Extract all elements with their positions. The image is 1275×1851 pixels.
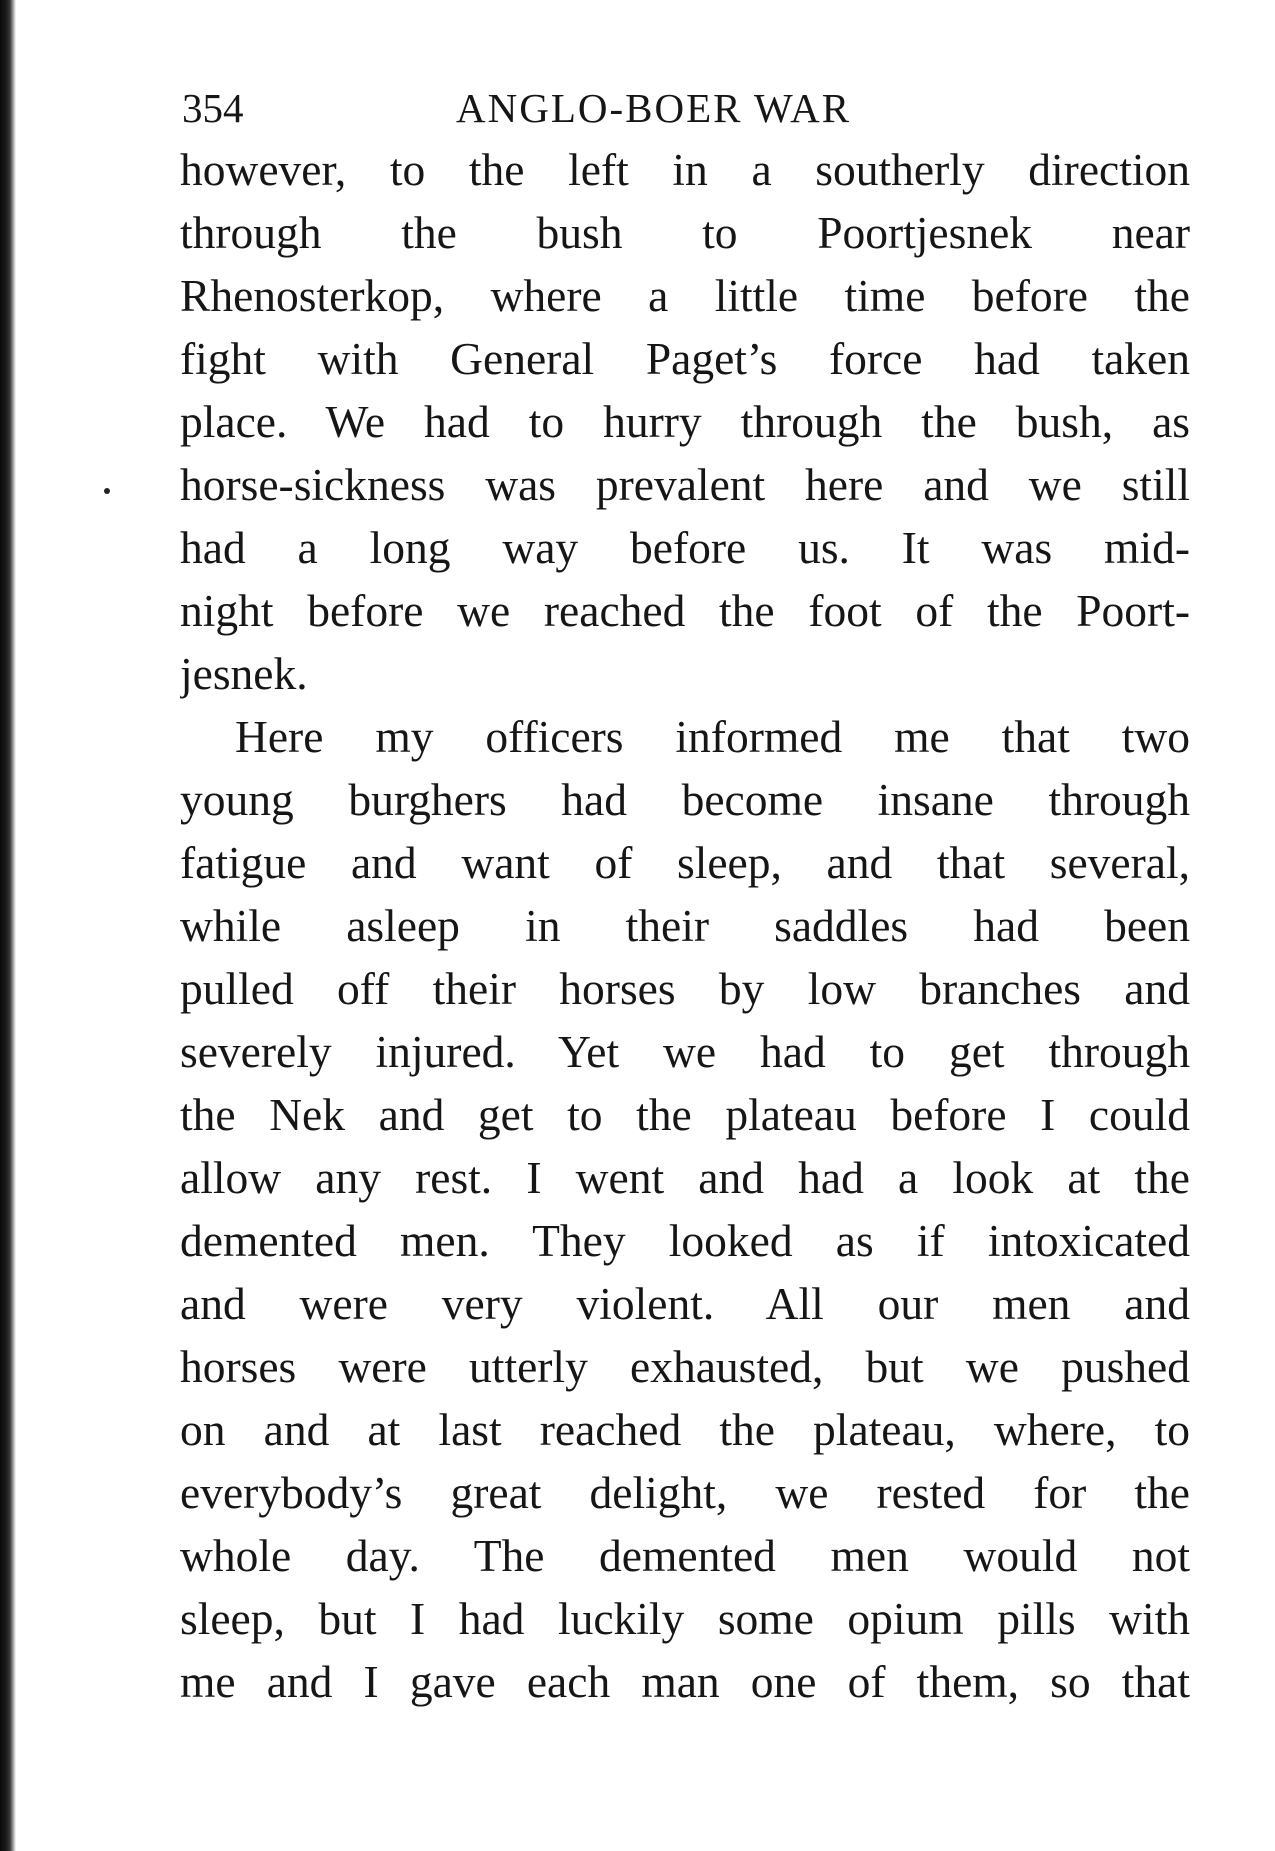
book-page: [180, 78, 1190, 1713]
text-line: allow any rest. I went and had a look at the: [180, 1152, 1190, 1203]
text-line: night before we reached the foot of the Poort-: [180, 585, 1190, 636]
text-line: severely injured. Yet we had to get through: [180, 1026, 1190, 1077]
stray-ink-mark: [104, 488, 110, 494]
text-line: place. We had to hurry through the bush, as: [180, 396, 1190, 447]
text-line: Rhenosterkop, where a little time before the: [180, 270, 1190, 321]
text-line: jesnek.: [180, 648, 308, 699]
page-number: 354: [182, 85, 244, 131]
text-line: on and at last reached the plateau, where, to: [180, 1404, 1190, 1455]
running-head: [180, 78, 1190, 138]
text-line: and were very violent. All our men and: [180, 1278, 1190, 1329]
running-title: ANGLO-BOER WAR: [456, 85, 852, 131]
text-line: demented men. They looked as if intoxicated: [180, 1215, 1190, 1266]
text-line: Here my officers informed me that two: [235, 711, 1190, 762]
text-line: the Nek and get to the plateau before I could: [180, 1089, 1190, 1140]
text-line: pulled off their horses by low branches and: [180, 963, 1190, 1014]
text-line: however, to the left in a southerly direction: [180, 144, 1190, 195]
text-line: fatigue and want of sleep, and that several,: [180, 837, 1190, 888]
text-line: young burghers had become insane through: [180, 774, 1190, 825]
paragraph-2: [180, 705, 1190, 1713]
book-binding-edge: [0, 0, 16, 1851]
text-line: horses were utterly exhausted, but we pushed: [180, 1341, 1190, 1392]
text-line: sleep, but I had luckily some opium pills with: [180, 1593, 1190, 1644]
paragraph-1: [180, 138, 1190, 705]
text-line: had a long way before us. It was mid-: [180, 522, 1190, 573]
text-line: while asleep in their saddles had been: [180, 900, 1190, 951]
text-line: through the bush to Poortjesnek near: [180, 207, 1190, 258]
text-line: fight with General Paget’s force had taken: [180, 333, 1190, 384]
text-line: whole day. The demented men would not: [180, 1530, 1190, 1581]
text-line: horse-sickness was prevalent here and we still: [180, 459, 1190, 510]
text-line: everybody’s great delight, we rested for the: [180, 1467, 1190, 1518]
text-line: me and I gave each man one of them, so that: [180, 1656, 1190, 1707]
